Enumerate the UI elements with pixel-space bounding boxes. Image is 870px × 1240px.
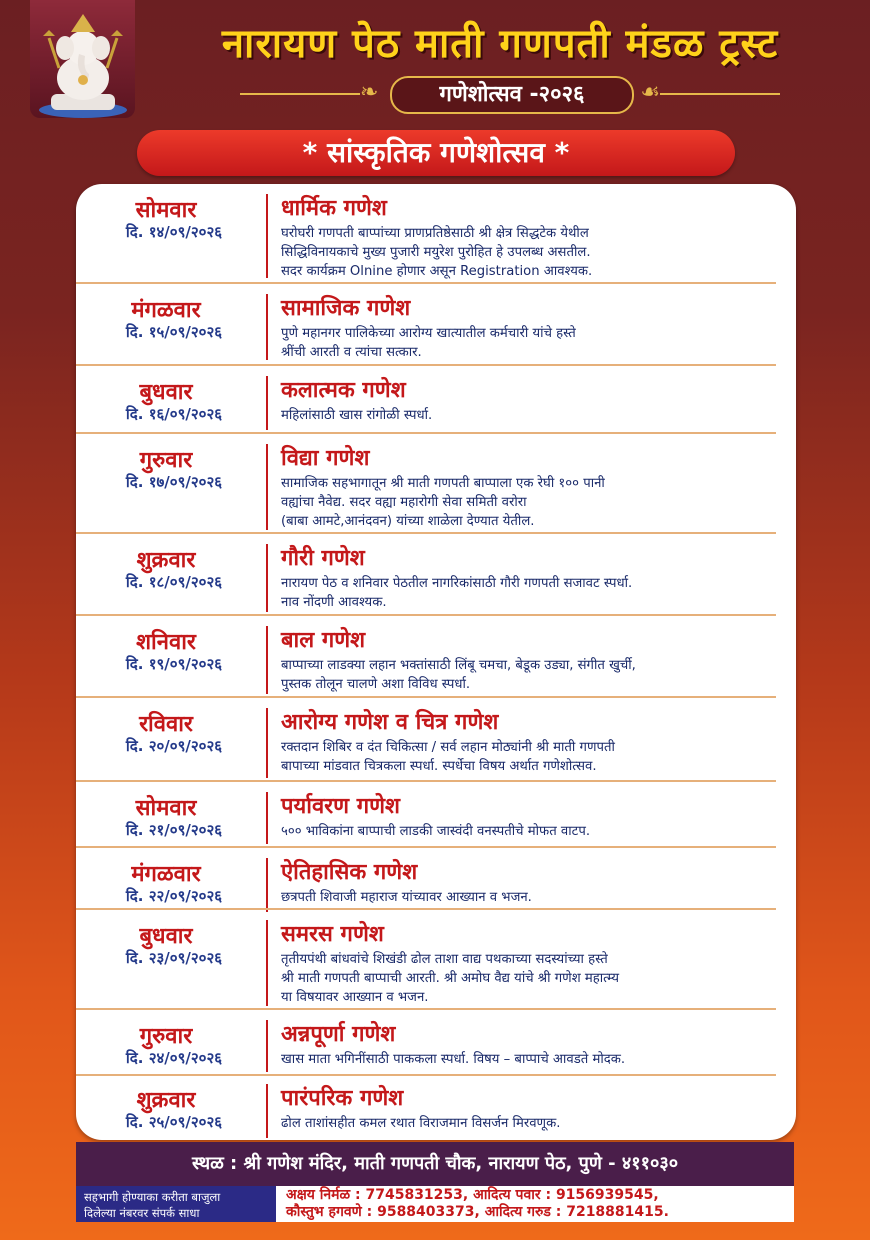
description-line: छत्रपती शिवाजी महाराज यांच्यावर आख्यान व भजन.	[281, 890, 532, 905]
description-line: महिलांसाठी खास रांगोळी स्पर्धा.	[281, 408, 433, 423]
contact-note	[76, 1186, 276, 1222]
schedule-row	[76, 538, 796, 612]
event-description	[281, 324, 781, 362]
row-separator	[76, 846, 776, 848]
event-title: कलात्मक गणेश	[281, 377, 406, 403]
description-line: (बाबा आमटे,आनंदवन) यांच्या शाळेला देण्यात येतील.	[281, 514, 535, 529]
day-name: शुक्रवार	[136, 547, 196, 573]
row-separator	[76, 282, 776, 284]
description-line: पुणे महानगर पालिकेच्या आरोग्य खात्यातील कर्मचारी यांचे हस्ते	[281, 326, 576, 341]
schedule-row	[76, 370, 796, 430]
row-separator	[76, 364, 776, 366]
event-date: दि. २५/०९/२०२६	[125, 1113, 223, 1131]
schedule-row	[76, 914, 796, 1006]
schedule-row	[76, 852, 796, 912]
description-line: श्रींची आरती व त्यांचा सत्कार.	[281, 345, 422, 360]
row-divider	[266, 444, 268, 530]
event-title: आरोग्य गणेश व चित्र गणेश	[281, 709, 499, 735]
ganesh-idol-icon	[35, 8, 131, 118]
row-divider	[266, 1084, 268, 1138]
description-line: रक्तदान शिबिर व दंत चिकित्सा / सर्व लहान मोठ्यांनी श्री माती गणपती	[281, 740, 615, 755]
event-description	[281, 1050, 781, 1069]
ornament-line-left	[240, 93, 360, 95]
day-name: बुधवार	[139, 923, 193, 949]
event-date: दि. २१/०९/२०२६	[125, 821, 223, 839]
day-name: शनिवार	[136, 629, 196, 655]
row-divider	[266, 194, 268, 278]
event-date: दि. २४/०९/२०२६	[125, 1049, 223, 1067]
description-line: ५०० भाविकांना बाप्पाची लाडकी जास्वंदी वनस्पतीचे मोफत वाटप.	[281, 824, 591, 839]
event-date: दि. १६/०९/२०२६	[125, 405, 223, 423]
event-title: गौरी गणेश	[281, 545, 365, 571]
event-description	[281, 888, 781, 907]
row-divider	[266, 544, 268, 612]
contact-numbers	[276, 1186, 794, 1222]
festival-year: गणेशोत्सव -२०२६	[390, 76, 634, 114]
event-title: सामाजिक गणेश	[281, 295, 411, 321]
row-separator	[76, 780, 776, 782]
description-line: बाप्पाच्या लाडक्या लहान भक्तांसाठी लिंबू चमचा, बेडूक उड्या, संगीत खुर्ची,	[281, 658, 636, 673]
ornament-line-right	[660, 93, 780, 95]
description-line: या विषयावर आख्यान व भजन.	[281, 990, 429, 1005]
day-name: बुधवार	[139, 379, 193, 405]
event-date: दि. १८/०९/२०२६	[125, 573, 223, 591]
event-date: दि. १७/०९/२०२६	[125, 473, 223, 491]
schedule-row	[76, 1014, 796, 1070]
description-line: नाव नोंदणी आवश्यक.	[281, 595, 387, 610]
ganesh-idol-image	[30, 0, 135, 118]
schedule-row	[76, 438, 796, 530]
description-line: सदर कार्यक्रम Olnine होणार असून Registration आवश्यक.	[281, 264, 593, 279]
page-title: नारायण पेठ माती गणपती मंडळ ट्रस्ट	[221, 20, 779, 67]
event-date: दि. २०/०९/२०२६	[125, 737, 223, 755]
event-date: दि. १४/०९/२०२६	[125, 223, 223, 241]
day-name: गुरुवार	[139, 447, 193, 473]
row-separator	[76, 614, 776, 616]
event-title: ऐतिहासिक गणेश	[281, 859, 418, 885]
description-line: वह्यांचा नैवेद्य. सदर वह्या महारोगी सेवा समिती वरोरा	[281, 495, 527, 510]
row-separator	[76, 908, 776, 910]
day-name: मंगळवार	[131, 861, 201, 887]
description-line: सिद्धिविनायकाचे मुख्य पुजारी मयुरेश पुरोहित हे उपलब्ध असतील.	[281, 245, 591, 260]
event-description	[281, 474, 781, 531]
event-title: समरस गणेश	[281, 921, 384, 947]
event-description	[281, 406, 781, 425]
description-line: तृतीयपंथी बांधवांचे शिखंडी ढोल ताशा वाद्य पथकाच्या सदस्यांच्या हस्ते	[281, 952, 608, 967]
contact-line: अक्षय निर्मळ : 7745831253, आदित्य पवार : 9156939545,	[286, 1187, 659, 1203]
row-divider	[266, 920, 268, 1006]
description-line: पुस्तक तोलून चालणे अशा विविध स्पर्धा.	[281, 677, 471, 692]
description-line: ढोल ताशांसहीत कमल रथात विराजमान विसर्जन मिरवणूक.	[281, 1116, 561, 1131]
day-name: सोमवार	[135, 197, 197, 223]
event-date: दि. १५/०९/२०२६	[125, 323, 223, 341]
contact-note-line: सहभागी होण्याका करीता बाजुला	[84, 1190, 221, 1204]
schedule-card	[76, 184, 796, 1140]
year-ornament	[240, 74, 780, 114]
row-divider	[266, 626, 268, 694]
day-name: सोमवार	[135, 795, 197, 821]
day-name: शुक्रवार	[136, 1087, 196, 1113]
curl-ornament-right-icon: ☙	[640, 80, 660, 105]
description-line: नारायण पेठ व शनिवार पेठतील नागरिकांसाठी गौरी गणपती सजावट स्पर्धा.	[281, 576, 633, 591]
row-separator	[76, 432, 776, 434]
schedule-row	[76, 188, 796, 278]
section-banner: * सांस्कृतिक गणेशोत्सव *	[137, 130, 735, 176]
event-description	[281, 950, 781, 1007]
event-title: धार्मिक गणेश	[281, 195, 387, 221]
description-line: श्री माती गणपती बाप्पाची आरती. श्री अमोघ वैद्य यांचे श्री गणेश महात्म्य	[281, 971, 620, 986]
event-description	[281, 656, 781, 694]
schedule-row	[76, 620, 796, 694]
row-separator	[76, 532, 776, 534]
event-date: दि. १९/०९/२०२६	[125, 655, 223, 673]
row-divider	[266, 376, 268, 430]
event-description	[281, 574, 781, 612]
schedule-row	[76, 702, 796, 778]
row-divider	[266, 708, 268, 778]
event-title: अन्नपूर्णा गणेश	[281, 1021, 396, 1047]
day-name: मंगळवार	[131, 297, 201, 323]
event-date: दि. २३/०९/२०२६	[125, 949, 223, 967]
day-name: गुरुवार	[139, 1023, 193, 1049]
row-separator	[76, 696, 776, 698]
event-title: पारंपरिक गणेश	[281, 1085, 404, 1111]
row-separator	[76, 1008, 776, 1010]
event-title: विद्या गणेश	[281, 445, 370, 471]
contact-note-line: दिलेल्या नंबरवर संपर्क साधा	[84, 1206, 200, 1220]
schedule-row	[76, 786, 796, 844]
event-title: पर्यावरण गणेश	[281, 793, 401, 819]
schedule-row	[76, 288, 796, 358]
venue-address: स्थळ : श्री गणेश मंदिर, माती गणपती चौक, नारायण पेठ, पुणे - ४११०३०	[76, 1142, 794, 1186]
row-divider	[266, 858, 268, 912]
description-line: घरोघरी गणपती बाप्पांच्या प्राणप्रतिष्ठेसाठी श्री क्षेत्र सिद्धटेक येथील	[281, 226, 589, 241]
schedule-row	[76, 1078, 796, 1136]
row-divider	[266, 294, 268, 360]
day-name: रविवार	[139, 711, 193, 737]
row-divider	[266, 1020, 268, 1072]
description-line: बापाच्या मांडवात चित्रकला स्पर्धा. स्पर्धेचा विषय अर्थात गणेशोत्सव.	[281, 759, 597, 774]
event-title: बाल गणेश	[281, 627, 366, 653]
event-description	[281, 822, 781, 841]
event-date: दि. २२/०९/२०२६	[125, 887, 223, 905]
event-description	[281, 224, 781, 281]
row-separator	[76, 1074, 776, 1076]
contact-line: कौस्तुभ हगवणे : 9588403373, आदित्य गरुड : 7218881415.	[286, 1204, 669, 1220]
event-description	[281, 1114, 781, 1133]
description-line: खास माता भगिनींसाठी पाककला स्पर्धा. विषय – बाप्पाचे आवडते मोदक.	[281, 1052, 626, 1067]
curl-ornament-left-icon: ❧	[360, 80, 379, 105]
event-description	[281, 738, 781, 776]
row-divider	[266, 792, 268, 844]
description-line: सामाजिक सहभागातून श्री माती गणपती बाप्पाला एक रेघी १०० पानी	[281, 476, 605, 491]
